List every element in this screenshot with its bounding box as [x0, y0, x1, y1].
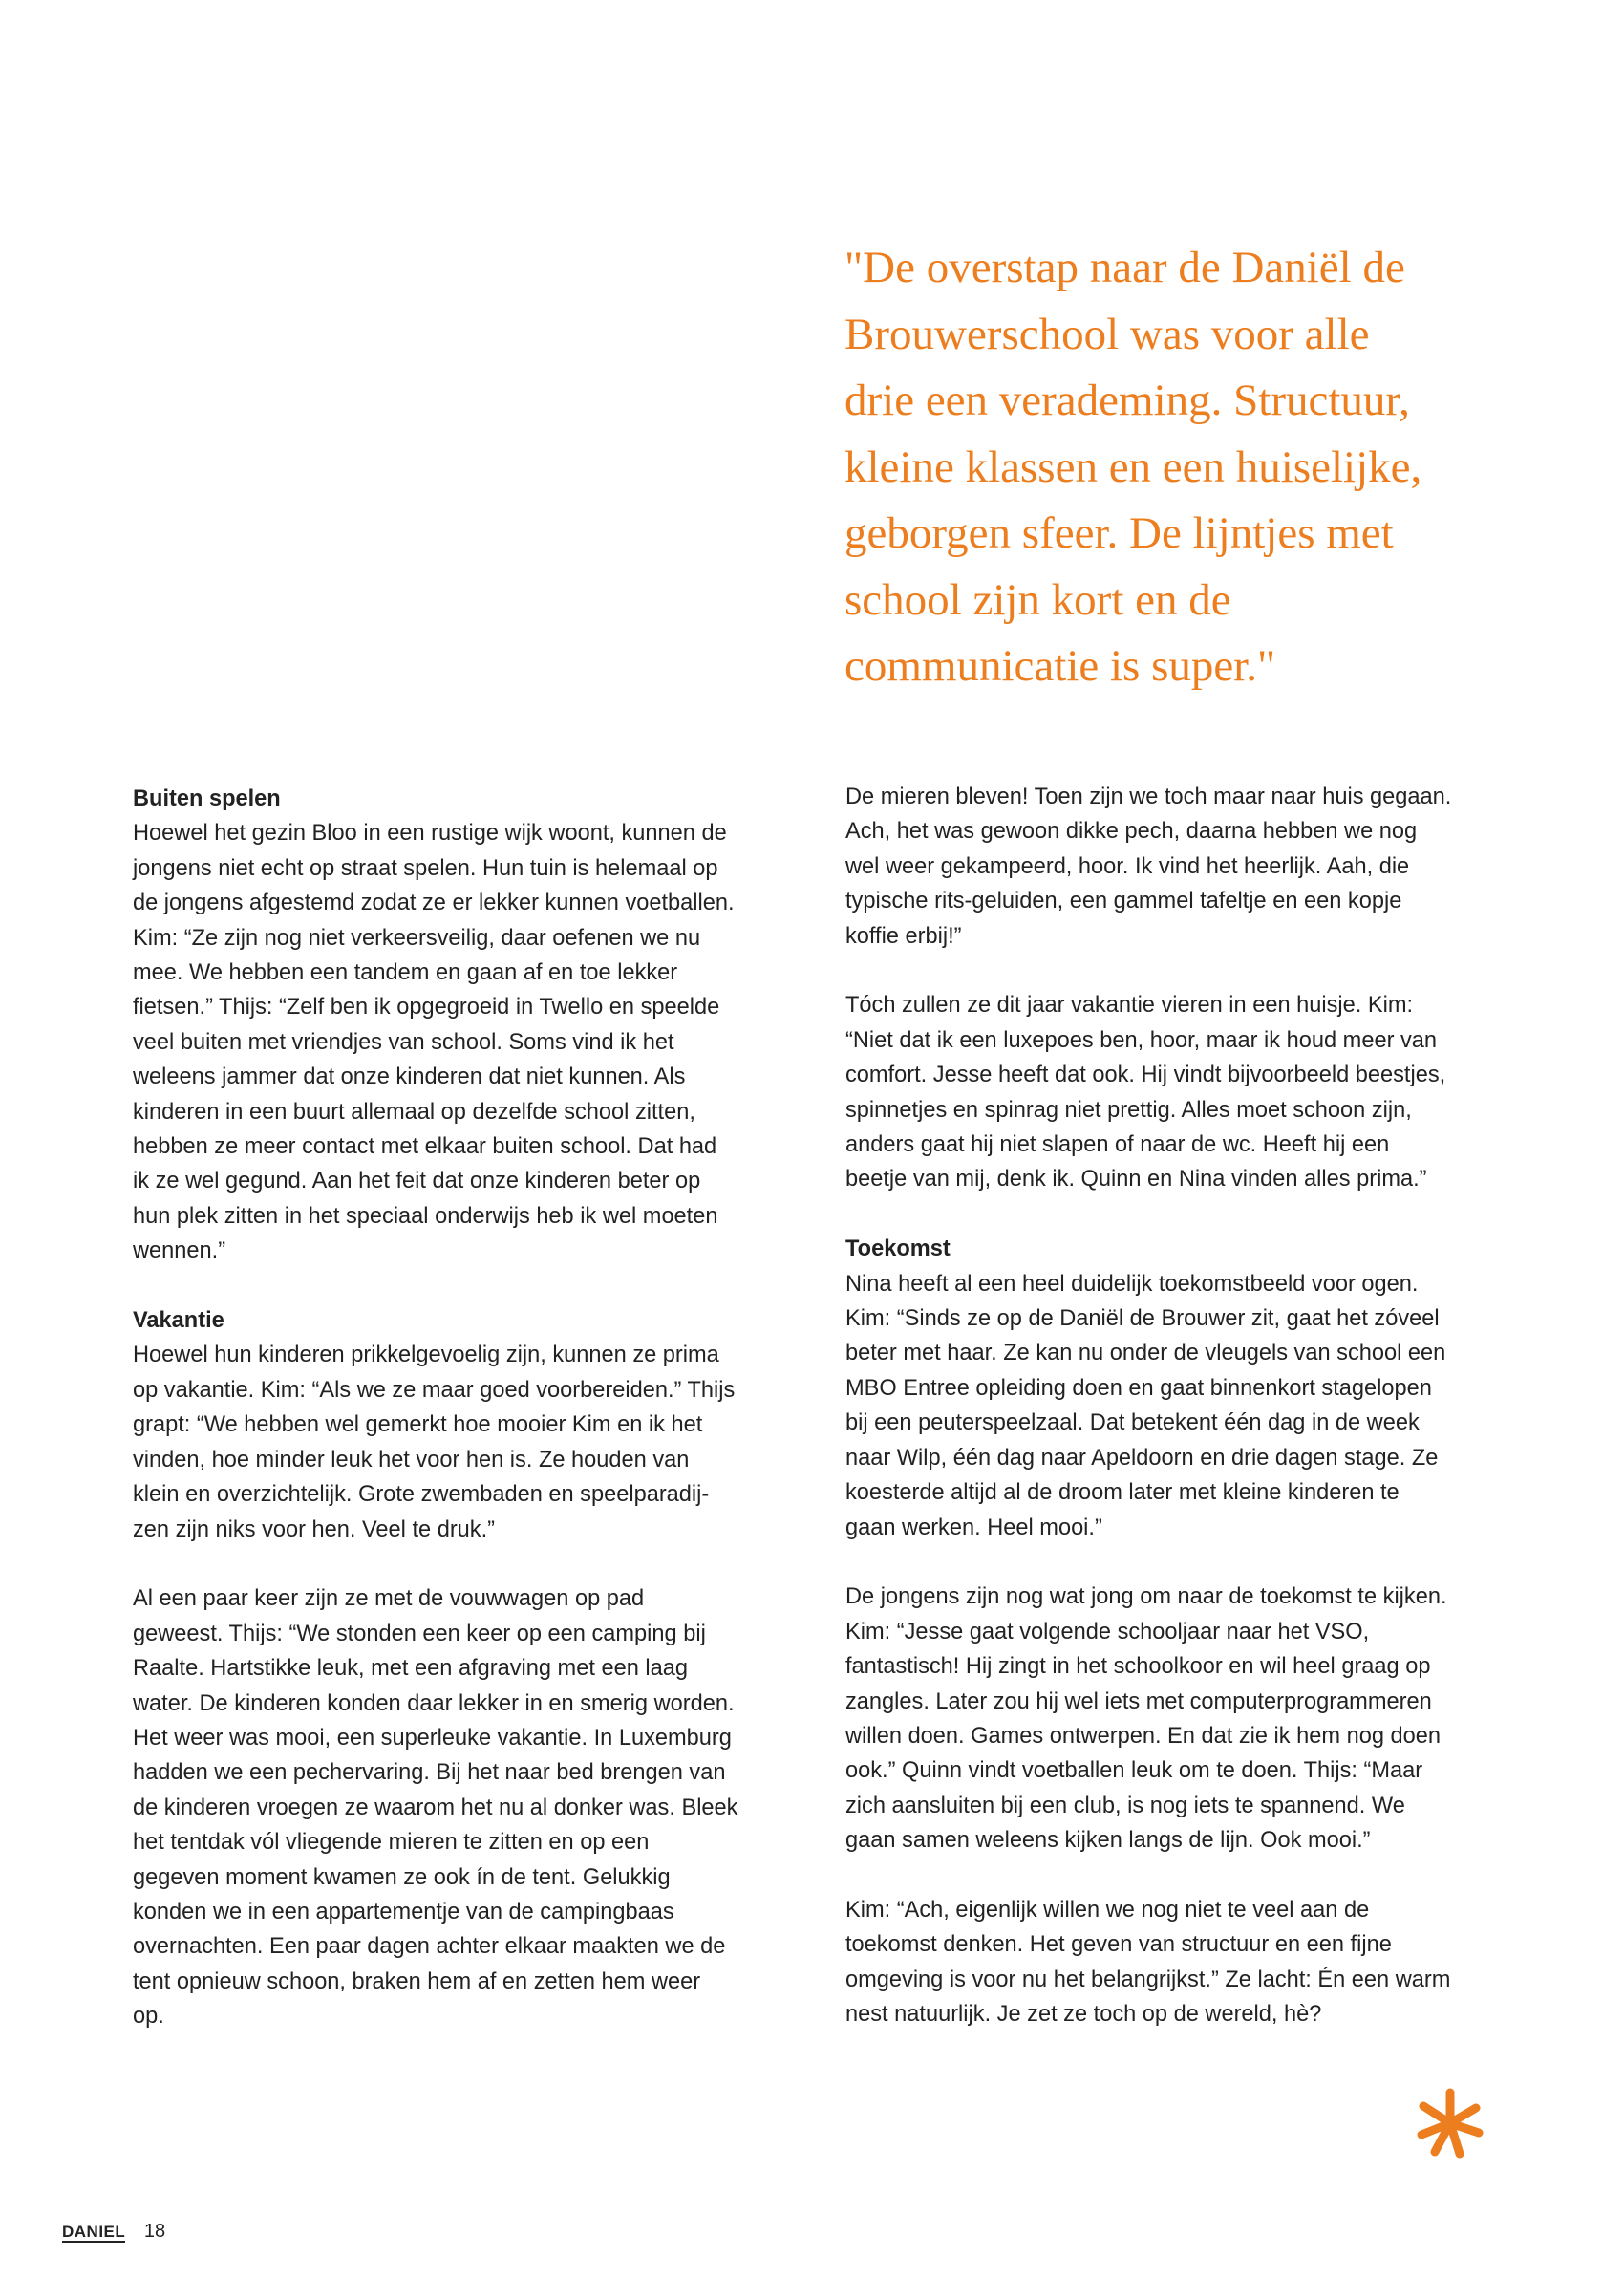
text-line: koffie erbij!”: [845, 923, 962, 949]
text-line: op.: [133, 2004, 164, 2030]
text-line: geweest. Thijs: “We stonden een keer op een camping bij: [133, 1621, 706, 1646]
text-line: jongens niet echt op straat spelen. Hun tuin is helemaal op: [133, 855, 718, 881]
text-line: konden we in een appartementje van de campingbaas: [133, 1899, 674, 1924]
pull-quote: [844, 235, 1513, 700]
text-line: Kim: “Ze zijn nog niet verkeersveilig, daar oefenen we nu: [133, 925, 701, 951]
text-line: Hoewel het gezin Bloo in een rustige wijk woont, kunnen de: [133, 821, 727, 847]
text-line: veel buiten met vriendjes van school. Soms vind ik het: [133, 1029, 674, 1055]
paragraph: [133, 1338, 801, 1546]
text-line: koesterde altijd al de droom later met kleine kinderen te: [845, 1480, 1400, 1506]
text-line: bij een peuterspeelzaal. Dat betekent één dag in de week: [845, 1410, 1420, 1436]
text-line: gaan samen weleens kijken langs de lijn. Ook mooi.”: [845, 1828, 1371, 1854]
text-line: beter met haar. Ze kan nu onder de vleugels van school een: [845, 1341, 1446, 1366]
text-line: fietsen.” Thijs: “Zelf ben ik opgegroeid in Twello en speelde: [133, 995, 720, 1021]
text-line: zich aansluiten bij een club, is nog iets te spannend. We: [845, 1793, 1405, 1818]
text-line: hun plek zitten in het speciaal onderwijs heb ik wel moeten: [133, 1203, 718, 1229]
text-line: vinden, hoe minder leuk het voor hen is. Ze houden van: [133, 1447, 690, 1473]
text-line: comfort. Jesse heeft dat ook. Hij vindt bijvoorbeeld beestjes,: [845, 1063, 1446, 1088]
text-line: toekomst denken. Het geven van structuur en een fijne: [845, 1932, 1392, 1958]
paragraph-gap: [845, 1859, 1514, 1893]
section-heading-vakantie: Vakantie: [133, 1308, 224, 1334]
text-line: Raalte. Hartstikke leuk, met een afgraving met een laag: [133, 1656, 688, 1682]
text-line: spinnetjes en spinrag niet prettig. Alles moet schoon zijn,: [845, 1097, 1412, 1123]
pull-quote-line: kleine klassen en een huiselijke,: [844, 441, 1422, 492]
paragraph: [845, 1580, 1514, 1858]
section-heading-buiten-spelen: Buiten spelen: [133, 786, 281, 811]
pull-quote-line: school zijn kort en de: [844, 574, 1231, 625]
paragraph-gap: [133, 1547, 801, 1581]
text-line: willen doen. Games ontwerpen. En dat zie ik hem nog doen: [845, 1723, 1441, 1749]
page-number: 18: [143, 2221, 166, 2242]
paragraph: [845, 1893, 1514, 2032]
text-line: kinderen in een buurt allemaal op dezelfde school zitten,: [133, 1099, 695, 1125]
text-line: De jongens zijn nog wat jong om naar de toekomst te kijken.: [845, 1584, 1447, 1610]
asterisk-icon: [1414, 2087, 1486, 2160]
text-line: de jongens afgestemd zodat ze er lekker kunnen voetballen.: [133, 891, 735, 916]
text-line: klein en overzichtelijk. Grote zwembaden en speelparadij-: [133, 1482, 710, 1508]
pull-quote-line: "De overstap naar de Daniël de: [844, 243, 1405, 292]
text-line: wennen.”: [133, 1238, 226, 1264]
text-line: ik ze wel gegund. Aan het feit dat onze kinderen beter op: [133, 1169, 701, 1194]
section-heading-toekomst: Toekomst: [845, 1236, 951, 1262]
text-line: De mieren bleven! Toen zijn we toch maar naar huis gegaan.: [845, 785, 1452, 809]
text-line: ook.” Quinn vindt voetballen leuk om te doen. Thijs: “Maar: [845, 1758, 1423, 1784]
text-line: naar Wilp, één dag naar Apeldoorn en drie dagen stage. Ze: [845, 1445, 1439, 1471]
text-line: fantastisch! Hij zingt in het schoolkoor en wil heel graag op: [845, 1654, 1431, 1680]
text-line: Tóch zullen ze dit jaar vakantie vieren in een huisje. Kim:: [845, 993, 1414, 1019]
text-line: zangles. Later zou hij wel iets met computerprogrammeren: [845, 1688, 1432, 1714]
text-line: Het weer was mooi, een superleuke vakantie. In Luxemburg: [133, 1725, 732, 1751]
text-line: gaan werken. Heel mooi.”: [845, 1515, 1102, 1540]
paragraph: [845, 988, 1514, 1196]
text-line: grapt: “We hebben wel gemerkt hoe mooier Kim en ik het: [133, 1412, 703, 1438]
pull-quote-line: geborgen sfeer. De lijntjes met: [844, 508, 1394, 558]
paragraph: [845, 780, 1514, 954]
text-line: Nina heeft al een heel duidelijk toekomstbeeld voor ogen.: [845, 1271, 1419, 1297]
right-column: [845, 780, 1514, 2032]
page-footer: [62, 2221, 165, 2243]
text-line: de kinderen vroegen ze waarom het nu al donker was. Bleek: [133, 1795, 738, 1820]
text-line: het tentdak vól vliegende mieren te zitten en op een: [133, 1830, 650, 1856]
text-line: nest natuurlijk. Je zet ze toch op de wereld, hè?: [845, 2002, 1322, 2028]
paragraph-gap: [845, 1545, 1514, 1580]
text-line: water. De kinderen konden daar lekker in en smerig worden.: [133, 1690, 735, 1716]
text-line: Kim: “Sinds ze op de Daniël de Brouwer zit, gaat het zóveel: [845, 1306, 1440, 1332]
text-line: Kim: “Ach, eigenlijk willen we nog niet te veel aan de: [845, 1897, 1370, 1923]
pull-quote-line: Brouwerschool was voor alle: [844, 309, 1370, 359]
text-line: anders gaat hij niet slapen of naar de wc. Heeft hij een: [845, 1132, 1390, 1158]
text-line: weleens jammer dat onze kinderen dat niet kunnen. Als: [133, 1064, 686, 1090]
text-line: hadden we een pechervaring. Bij het naar bed brengen van: [133, 1760, 726, 1786]
text-line: omgeving is voor nu het belangrijkst.” Ze lacht: Én een warm: [845, 1967, 1451, 1992]
text-line: tent opnieuw schoon, braken hem af en zetten hem weer: [133, 1968, 701, 1994]
paragraph-gap: [845, 954, 1514, 988]
paragraph: [133, 1581, 801, 2033]
text-line: wel weer gekampeerd, hoor. Ik vind het heerlijk. Aah, die: [845, 853, 1410, 879]
paragraph-gap: [133, 1269, 801, 1303]
paragraph-gap: [845, 1197, 1514, 1232]
text-line: Kim: “Jesse gaat volgende schooljaar naar het VSO,: [845, 1619, 1370, 1645]
text-line: Ach, het was gewoon dikke pech, daarna hebben we nog: [845, 819, 1418, 845]
text-line: Hoewel hun kinderen prikkelgevoelig zijn, kunnen ze prima: [133, 1343, 719, 1368]
text-line: typische rits-geluiden, een gammel tafeltje en een kopje: [845, 889, 1402, 914]
text-line: MBO Entree opleiding doen en gaat binnenkort stagelopen: [845, 1375, 1432, 1401]
text-line: Al een paar keer zijn ze met de vouwwagen op pad: [133, 1586, 645, 1612]
text-line: “Niet dat ik een luxepoes ben, hoor, maar ik houd meer van: [845, 1027, 1438, 1053]
text-line: zen zijn niks voor hen. Veel te druk.”: [133, 1516, 496, 1542]
paragraph: [133, 816, 801, 1268]
pull-quote-line: drie een verademing. Structuur,: [844, 376, 1410, 425]
magazine-logo: DANIEL: [62, 2223, 126, 2241]
text-line: gegeven moment kwamen ze ook ín de tent. Gelukkig: [133, 1864, 671, 1890]
text-line: op vakantie. Kim: “Als we ze maar goed voorbereiden.” Thijs: [133, 1377, 736, 1403]
left-column: [133, 782, 801, 2034]
paragraph: [845, 1267, 1514, 1545]
text-line: hebben ze meer contact met elkaar buiten school. Dat had: [133, 1134, 717, 1160]
text-line: mee. We hebben een tandem en gaan af en toe lekker: [133, 960, 678, 986]
text-line: beetje van mij, denk ik. Quinn en Nina vinden alles prima.”: [845, 1167, 1427, 1193]
pull-quote-line: communicatie is super.": [844, 641, 1276, 691]
text-line: overnachten. Een paar dagen achter elkaar maakten we de: [133, 1934, 726, 1960]
